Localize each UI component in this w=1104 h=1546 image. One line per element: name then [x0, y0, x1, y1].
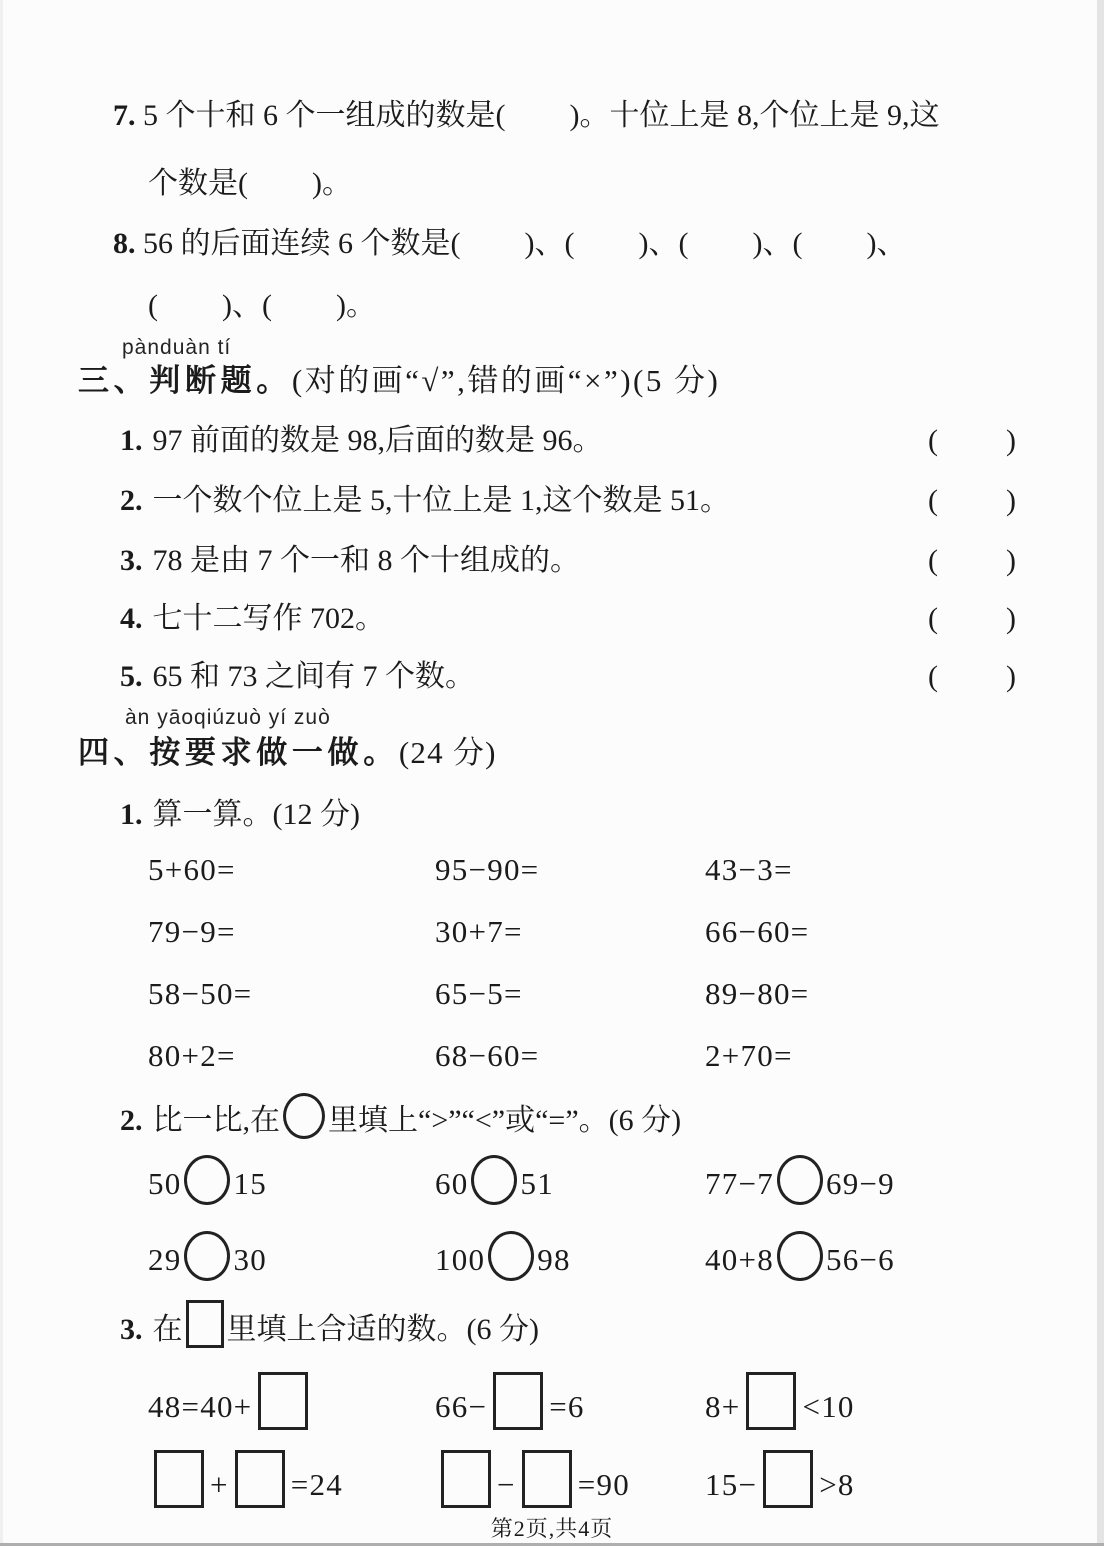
text-run: 60 — [435, 1166, 469, 1201]
compare-circle — [471, 1155, 517, 1205]
calculation-grid — [148, 852, 809, 1100]
text-run: 、 — [232, 289, 262, 322]
text-run: 、 — [762, 227, 793, 260]
question-7-line-2 — [148, 166, 352, 202]
comparison-grid — [148, 1155, 895, 1307]
compare-circle — [184, 1155, 230, 1205]
section-3-pinyin: pànduàn tí — [122, 336, 232, 359]
text-run: 65 和 73 之间有 7 个数。 — [152, 660, 475, 693]
calc-problem: 58−50= — [148, 976, 253, 1011]
answer-blank — [148, 288, 232, 324]
paren-open: ( — [678, 227, 689, 260]
text-run: =90 — [577, 1467, 630, 1502]
judgment-text — [120, 601, 385, 637]
page-edge-left — [0, 0, 3, 1546]
compare-problem — [705, 1155, 895, 1231]
paren-close: ) — [336, 289, 346, 322]
box-problem — [148, 1372, 435, 1450]
text-run: 78 是由 7 个一和 8 个十组成的。 — [152, 544, 580, 577]
compare-problem — [148, 1155, 435, 1231]
compare-problem — [435, 1231, 705, 1307]
answer-box — [258, 1372, 308, 1430]
text-run: 、 — [876, 227, 907, 260]
box-problem — [705, 1372, 855, 1450]
text-run: 66− — [435, 1389, 488, 1424]
answer-blank — [565, 226, 649, 262]
paren-open: ( — [495, 99, 506, 132]
text-run: >8 — [819, 1467, 855, 1502]
section-3-heading — [78, 362, 720, 399]
answer-parens — [928, 659, 1016, 695]
compare-circle — [777, 1231, 823, 1281]
compare-circle — [488, 1231, 534, 1281]
answer-blank — [679, 226, 763, 262]
paren-open: ( — [928, 424, 938, 457]
page-footer: 第2页,共4页 — [490, 1516, 614, 1541]
text-run: 。 — [346, 289, 376, 322]
paren-open: ( — [928, 484, 938, 517]
question-8-line-2 — [148, 288, 376, 324]
paren-open: ( — [928, 660, 938, 693]
judgment-text — [120, 543, 580, 579]
text-run: 15 — [233, 1166, 267, 1201]
answer-blank — [238, 166, 322, 202]
text-run: 97 前面的数是 98,后面的数是 96。 — [152, 424, 603, 457]
judgment-item — [120, 601, 1016, 637]
page-edge-right — [1097, 0, 1104, 1546]
answer-box — [522, 1450, 572, 1508]
text-run: 一个数个位上是 5,十位上是 1,这个数是 51。 — [152, 484, 730, 517]
sub2-title — [120, 1093, 681, 1139]
sub2-title-pre: 比一比,在 — [152, 1104, 280, 1137]
judgment-item — [120, 543, 1016, 579]
calc-problem: 80+2= — [148, 1038, 236, 1073]
paren-close: ) — [1006, 544, 1016, 577]
text-run: 5 个十和 6 个一组成的数是 — [135, 99, 496, 132]
judgment-text — [120, 483, 730, 519]
sub1-number: 1. — [120, 798, 143, 831]
judgment-item — [120, 423, 1016, 459]
judgment-item — [120, 659, 1016, 695]
section-4-heading — [78, 734, 497, 771]
question-number: 8. — [113, 227, 136, 260]
paren-open: ( — [928, 602, 938, 635]
sub3-number: 3. — [120, 1313, 143, 1346]
compare-circle — [777, 1155, 823, 1205]
answer-parens — [928, 543, 1016, 579]
sub2-number: 2. — [120, 1104, 143, 1137]
judgment-number: 4. — [120, 602, 143, 635]
paren-open: ( — [262, 289, 272, 322]
answer-blank — [451, 226, 535, 262]
calc-problem: 66−60= — [705, 914, 810, 949]
answer-box — [493, 1372, 543, 1430]
calc-problem: 2+70= — [705, 1038, 793, 1073]
paren-close: ) — [1006, 424, 1016, 457]
text-run: 15− — [705, 1467, 758, 1502]
question-7-line-1 — [113, 98, 940, 134]
judgment-text — [120, 423, 603, 459]
judgment-item — [120, 483, 1016, 519]
box-problem — [435, 1372, 705, 1450]
calc-problem: 79−9= — [148, 914, 236, 949]
answer-blank — [496, 98, 580, 134]
text-run: 。十位上是 8,个位上是 9,这 — [579, 99, 940, 132]
calc-problem: 65−5= — [435, 976, 523, 1011]
text-run: 30 — [233, 1242, 267, 1277]
paren-open: ( — [564, 227, 575, 260]
compare-problem — [705, 1231, 895, 1307]
text-run: 98 — [537, 1242, 571, 1277]
circle-symbol — [283, 1093, 325, 1139]
section-4-pinyin: àn yāoqiúzuò yí zuò — [125, 706, 331, 729]
calc-problem: 95−90= — [435, 852, 540, 887]
sub3-title-post: 里填上合适的数。(6 分) — [226, 1313, 539, 1346]
text-run: 69−9 — [825, 1166, 895, 1201]
paren-close: ) — [866, 227, 877, 260]
question-number: 7. — [113, 99, 136, 132]
calc-problem: 5+60= — [148, 852, 236, 887]
sub1-title — [120, 797, 360, 833]
text-run: 40+8 — [705, 1242, 774, 1277]
judgment-text — [120, 659, 475, 695]
answer-parens — [928, 423, 1016, 459]
text-run: =24 — [290, 1467, 343, 1502]
paren-close: ) — [312, 167, 322, 200]
text-run: 50 — [148, 1166, 182, 1201]
text-run: =6 — [549, 1389, 585, 1424]
text-run: 七十二写作 702。 — [152, 602, 385, 635]
paren-open: ( — [792, 227, 803, 260]
paren-close: ) — [1006, 602, 1016, 635]
calc-problem: 30+7= — [435, 914, 523, 949]
text-run: <10 — [802, 1389, 855, 1424]
paren-close: ) — [1006, 660, 1016, 693]
box-symbol — [186, 1300, 224, 1348]
text-run: 、 — [534, 227, 565, 260]
text-run: 56 的后面连续 6 个数是 — [135, 227, 451, 260]
text-run: 100 — [435, 1242, 486, 1277]
section-4-title: 四、按要求做一做。 — [78, 735, 399, 770]
text-run: 。 — [322, 167, 352, 200]
section-3-subtitle: (对的画“√”,错的画“×”)(5 分) — [291, 363, 721, 398]
calc-problem: 43−3= — [705, 852, 793, 887]
text-run: + — [210, 1467, 229, 1502]
text-run: 48=40+ — [148, 1389, 253, 1424]
answer-parens — [928, 601, 1016, 637]
text-run: 77−7 — [705, 1166, 774, 1201]
text-run: 56−6 — [825, 1242, 895, 1277]
answer-box — [154, 1450, 204, 1508]
paren-close: ) — [638, 227, 649, 260]
paren-close: ) — [1006, 484, 1016, 517]
answer-box — [746, 1372, 796, 1430]
answer-parens — [928, 483, 1016, 519]
judgment-number: 5. — [120, 660, 143, 693]
text-run: 29 — [148, 1242, 182, 1277]
text-run: 、 — [648, 227, 679, 260]
paren-close: ) — [752, 227, 763, 260]
paren-open: ( — [148, 289, 158, 322]
paren-close: ) — [222, 289, 232, 322]
text-run: 51 — [520, 1166, 554, 1201]
calc-problem: 68−60= — [435, 1038, 540, 1073]
paren-close: ) — [569, 99, 580, 132]
judgment-number: 3. — [120, 544, 143, 577]
answer-box — [763, 1450, 813, 1508]
text-run: 个数是 — [148, 167, 238, 200]
paren-close: ) — [524, 227, 535, 260]
text-run: 8+ — [705, 1389, 741, 1424]
judgment-number: 1. — [120, 424, 143, 457]
answer-box — [441, 1450, 491, 1508]
sub3-title-pre: 在 — [152, 1313, 183, 1346]
sub3-title — [120, 1300, 539, 1348]
answer-blank — [793, 226, 877, 262]
question-8-line-1 — [113, 226, 907, 262]
paren-open: ( — [238, 167, 248, 200]
text-run: − — [497, 1467, 516, 1502]
section-3-title: 三、判断题。 — [78, 363, 292, 398]
section-4-points: (24 分) — [398, 735, 497, 770]
compare-circle — [184, 1231, 230, 1281]
compare-problem — [148, 1231, 435, 1307]
paren-open: ( — [450, 227, 461, 260]
compare-problem — [435, 1155, 705, 1231]
sub1-title-text: 算一算。(12 分) — [152, 798, 360, 831]
answer-box — [235, 1450, 285, 1508]
sub2-title-post: 里填上“>”“<”或“=”。(6 分) — [328, 1104, 682, 1137]
fill-box-grid — [148, 1372, 855, 1528]
answer-blank — [262, 288, 346, 324]
calc-problem: 89−80= — [705, 976, 810, 1011]
paren-open: ( — [928, 544, 938, 577]
judgment-number: 2. — [120, 484, 143, 517]
